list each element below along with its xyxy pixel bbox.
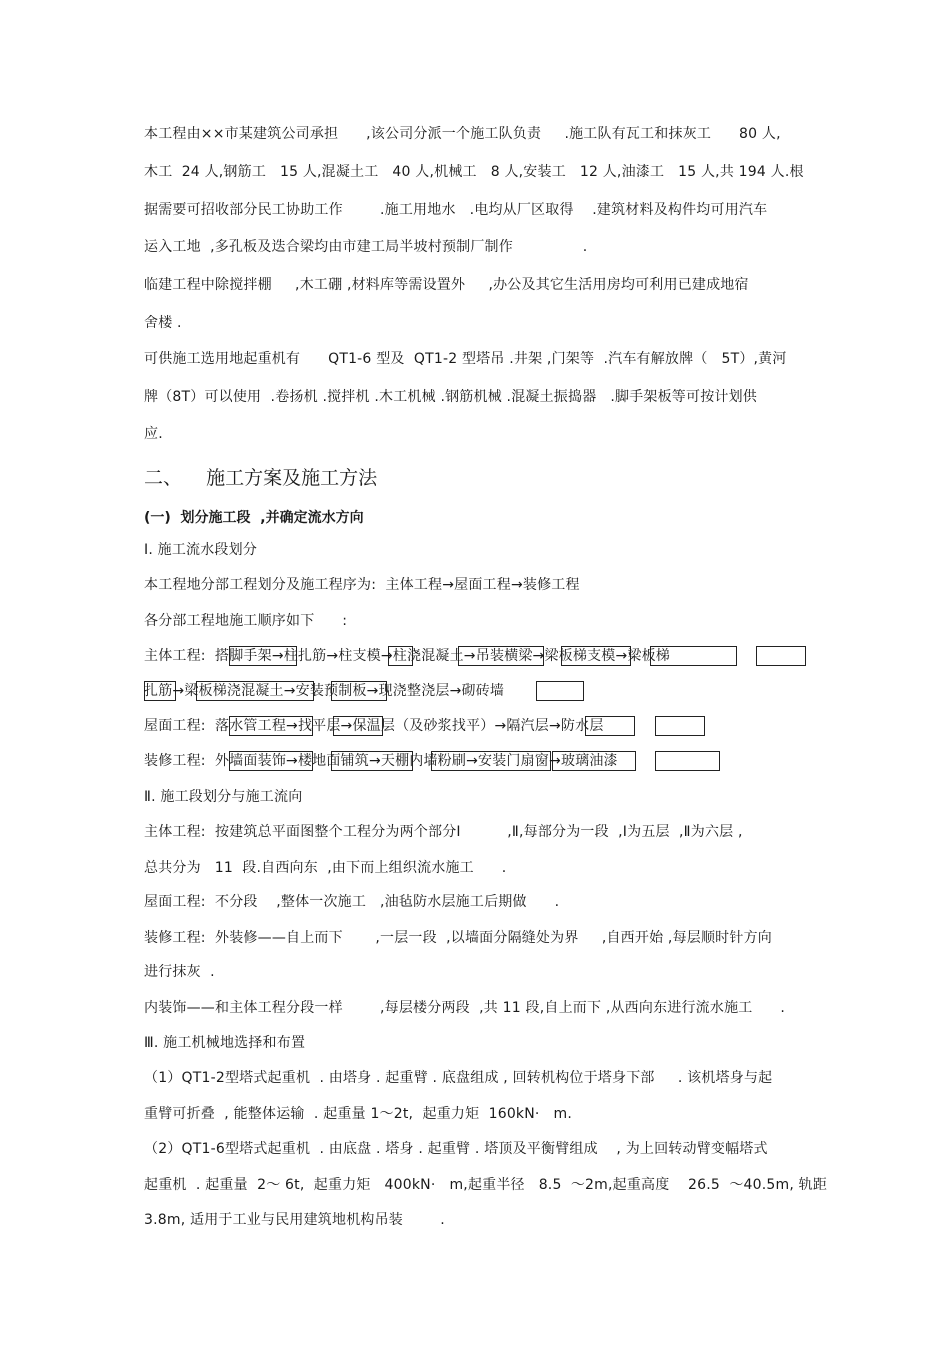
intro-line: 牌（8T）可以使用 .卷扬机 .搅拌机 .木工机械 .钢筋机械 .混凝土振捣器 .脚手架板等可按计划供 [144, 389, 758, 405]
part2-line: 屋面工程: 不分段 ,整体一次施工 ,油毡防水层施工后期做 . [144, 894, 560, 910]
part1-line: 各分部工程地施工顺序如下 : [144, 613, 348, 629]
part1-line: 装修工程: 外墙面装饰→楼地面铺筑→天棚内墙粉刷→安装门扇窗→玻璃油漆 [144, 753, 618, 769]
part2-line: 主体工程: 按建筑总平面图整个工程分为两个部分Ⅰ ,Ⅱ,每部分为一段 ,Ⅰ为五层 ,Ⅱ为六层 , [144, 824, 743, 840]
part1-line: 扎筋→梁板梯浇混凝土→安装预制板→现浇整浇层→砌砖墙 [144, 683, 505, 699]
subsection-heading: (一) 划分施工段 ,并确定流水方向 [144, 510, 364, 526]
intro-line: 临建工程中除搅拌棚 ,木工硼 ,材料库等需设置外 ,办公及其它生活用房均可利用已建成地宿 [144, 277, 749, 293]
part3-line: 3.8m, 适用于工业与民用建筑地机构吊装 . [144, 1212, 445, 1228]
intro-line: 本工程由××市某建筑公司承担 ,该公司分派一个施工队负责 .施工队有瓦工和抹灰工 80 人, [144, 126, 781, 142]
part3-line: 重臂可折叠 , 能整体运输 . 起重量 1～2t, 起重力矩 160kN· m. [144, 1106, 572, 1122]
flow-box [655, 716, 705, 736]
part3-line: 起重机 . 起重量 2～ 6t, 起重力矩 400kN· m,起重半径 8.5 ～2m,起重高度 26.5 ～40.5m, 轨距 [144, 1177, 828, 1193]
section-heading: 二、 施工方案及施工方法 [144, 467, 378, 489]
flow-box [536, 681, 584, 701]
part3-line: （1）QT1-2型塔式起重机 . 由塔身 . 起重臂 . 底盘组成 , 回转机构位于塔身下部 . 该机塔身与起 [144, 1070, 773, 1086]
intro-line: 舍楼 . [144, 315, 182, 331]
intro-line: 运入工地 ,多孔板及迭合梁均由市建工局半坡村预制厂制作 . [144, 239, 588, 255]
intro-line: 据需要可招收部分民工协助工作 .施工用地水 .电均从厂区取得 .建筑材料及构件均可用汽车 [144, 202, 768, 218]
flow-box [756, 646, 806, 666]
part2-line: 进行抹灰 . [144, 964, 215, 980]
part2-line: 总共分为 11 段.自西向东 ,由下而上组织流水施工 . [144, 860, 507, 876]
part1-title: Ⅰ. 施工流水段划分 [144, 542, 258, 558]
part1-line: 主体工程: 搭脚手架→柱扎筋→柱支模→柱浇混凝土→吊装横梁→梁板梯支模→梁板梯 [144, 648, 670, 664]
flow-box [655, 751, 720, 771]
intro-line: 应. [144, 426, 163, 442]
part3-title: Ⅲ. 施工机械地选择和布置 [144, 1035, 306, 1051]
intro-line: 木工 24 人,钢筋工 15 人,混凝土工 40 人,机械工 8 人,安装工 12 人,油漆工 15 人,共 194 人.根 [144, 164, 804, 180]
part2-line: 装修工程: 外装修——自上而下 ,一层一段 ,以墙面分隔缝处为界 ,自西开始 ,每层顺时针方向 [144, 930, 772, 946]
part3-line: （2）QT1-6型塔式起重机 . 由底盘 . 塔身 . 起重臂 . 塔顶及平衡臂组成 , 为上回转动臂变幅塔式 [144, 1141, 768, 1157]
part1-line: 屋面工程: 落水管工程→找平层→保温层（及砂浆找平）→隔汽层→防水层 [144, 718, 604, 734]
intro-line: 可供施工选用地起重机有 QT1-6 型及 QT1-2 型塔吊 .井架 ,门架等 .汽车有解放牌（ 5T）,黄河 [144, 351, 787, 367]
part1-line: 本工程地分部工程划分及施工程序为: 主体工程→屋面工程→装修工程 [144, 577, 580, 593]
part2-line: 内装饰——和主体工程分段一样 ,每层楼分两段 ,共 11 段,自上而下 ,从西向东进行流水施工 . [144, 1000, 786, 1016]
part2-title: Ⅱ. 施工段划分与施工流向 [144, 789, 303, 805]
